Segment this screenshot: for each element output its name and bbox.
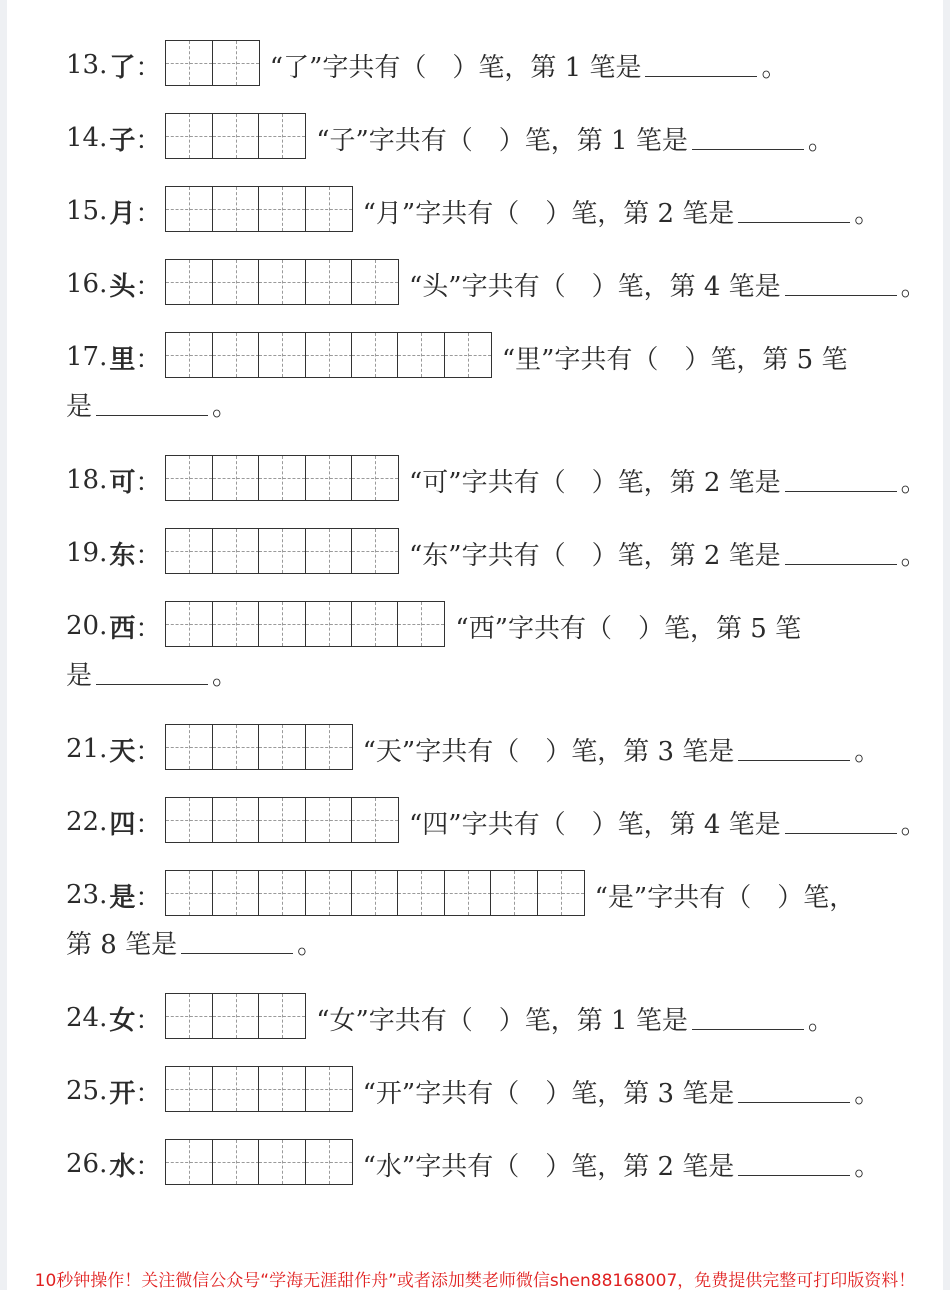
tian-grid-cell[interactable] <box>305 1066 353 1112</box>
end-mark: 。 <box>854 736 881 767</box>
question-prompt: “水”字共有（ ）笔，第 2 笔是 <box>362 1151 735 1182</box>
question-character: 了 <box>109 52 136 83</box>
question-line <box>66 186 880 236</box>
tian-grid-cell[interactable] <box>165 601 213 647</box>
tian-grid-cell[interactable] <box>305 259 353 305</box>
colon-mark: ： <box>135 736 162 767</box>
stroke-order-grid <box>165 797 399 843</box>
tian-grid-cell[interactable] <box>165 797 213 843</box>
tian-grid-cell[interactable] <box>305 724 353 770</box>
answer-blank[interactable] <box>738 734 850 761</box>
tian-grid-cell[interactable] <box>212 186 260 232</box>
tian-grid-cell[interactable] <box>165 40 213 86</box>
stroke-order-grid <box>165 113 306 159</box>
answer-blank[interactable] <box>785 269 897 296</box>
question-number: 23. <box>66 880 108 910</box>
tian-grid-cell[interactable] <box>258 332 306 378</box>
promo-footer: 10秒钟操作！关注微信公众号“学海无涯甜作舟”或者添加樊老师微信shen88168007，免费提供完整可打印版资料！ <box>34 1271 916 1291</box>
answer-blank[interactable] <box>96 389 208 416</box>
tian-grid-cell[interactable] <box>212 259 260 305</box>
end-mark: 。 <box>212 660 239 691</box>
tian-grid-cell[interactable] <box>258 1139 306 1185</box>
tian-grid-cell[interactable] <box>305 528 353 574</box>
answer-blank[interactable] <box>785 807 897 834</box>
tian-grid-cell[interactable] <box>212 993 260 1039</box>
question-number: 22. <box>66 807 108 837</box>
tian-grid-cell[interactable] <box>165 259 213 305</box>
question-line <box>66 797 927 847</box>
question-prompt: “头”字共有（ ）笔，第 4 笔是 <box>409 271 781 302</box>
stroke-order-grid <box>165 1139 352 1185</box>
stroke-order-grid <box>165 870 584 916</box>
tian-grid-cell[interactable] <box>212 601 260 647</box>
question-number: 26. <box>66 1149 108 1179</box>
question-number: 18. <box>66 465 108 495</box>
question-prompt: “可”字共有（ ）笔，第 2 笔是 <box>409 467 781 498</box>
tian-grid-cell[interactable] <box>351 870 399 916</box>
tian-grid-cell[interactable] <box>212 724 260 770</box>
stroke-order-grid <box>165 455 399 501</box>
question-continuation <box>66 653 238 693</box>
question-prompt: “东”字共有（ ）笔，第 2 笔是 <box>409 540 781 571</box>
question-number: 17. <box>66 342 108 372</box>
colon-mark: ： <box>135 344 162 375</box>
question-row <box>66 797 927 847</box>
question-prompt: “开”字共有（ ）笔，第 3 笔是 <box>362 1078 735 1109</box>
question-row <box>66 601 910 691</box>
tian-grid-cell[interactable] <box>537 870 585 916</box>
question-line <box>66 113 834 163</box>
tian-grid-cell[interactable] <box>444 332 492 378</box>
colon-mark: ： <box>135 540 162 571</box>
end-mark: 。 <box>212 391 239 422</box>
end-mark: 。 <box>807 125 834 156</box>
question-number: 25. <box>66 1076 108 1106</box>
tian-grid-cell[interactable] <box>258 797 306 843</box>
question-row <box>66 332 910 422</box>
answer-blank[interactable] <box>738 1076 850 1103</box>
colon-mark: ： <box>135 1005 162 1036</box>
question-prompt: “天”字共有（ ）笔，第 3 笔是 <box>362 736 735 767</box>
tian-grid-cell[interactable] <box>165 870 213 916</box>
tian-grid-cell[interactable] <box>212 870 260 916</box>
continuation-text: 第 8 笔是 <box>66 929 178 960</box>
tian-grid-cell[interactable] <box>212 40 260 86</box>
question-character: 水 <box>109 1151 136 1182</box>
question-character: 子 <box>109 125 136 156</box>
stroke-order-grid <box>165 993 306 1039</box>
question-prompt: “了”字共有（ ）笔，第 1 笔是 <box>269 52 642 83</box>
question-character: 头 <box>109 271 136 302</box>
tian-grid-cell[interactable] <box>351 528 399 574</box>
question-line <box>66 870 855 920</box>
tian-grid-cell[interactable] <box>305 455 353 501</box>
colon-mark: ： <box>135 1151 162 1182</box>
end-mark: 。 <box>900 540 927 571</box>
question-row <box>66 1139 910 1189</box>
end-mark: 。 <box>854 1151 881 1182</box>
question-continuation <box>66 922 323 962</box>
question-prompt: “是”字共有（ ）笔， <box>594 882 856 913</box>
tian-grid-cell[interactable] <box>258 455 306 501</box>
tian-grid-cell[interactable] <box>397 332 445 378</box>
question-line <box>66 993 834 1043</box>
continuation-text: 是 <box>66 660 93 691</box>
right-page-edge <box>943 0 950 1290</box>
tian-grid-cell[interactable] <box>351 332 399 378</box>
tian-grid-cell[interactable] <box>212 528 260 574</box>
colon-mark: ： <box>135 613 162 644</box>
tian-grid-cell[interactable] <box>165 455 213 501</box>
tian-grid-cell[interactable] <box>165 993 213 1039</box>
question-character: 里 <box>109 344 136 375</box>
tian-grid-cell[interactable] <box>258 724 306 770</box>
question-character: 天 <box>109 736 136 767</box>
question-character: 西 <box>109 613 136 644</box>
stroke-order-grid <box>165 40 259 86</box>
question-number: 21. <box>66 734 108 764</box>
question-line <box>66 332 847 382</box>
tian-grid-cell[interactable] <box>212 332 260 378</box>
answer-blank[interactable] <box>692 123 804 150</box>
question-character: 四 <box>109 809 136 840</box>
question-number: 15. <box>66 196 108 226</box>
answer-blank[interactable] <box>181 927 293 954</box>
stroke-order-grid <box>165 186 352 232</box>
tian-grid-cell[interactable] <box>305 797 353 843</box>
tian-grid-cell[interactable] <box>258 993 306 1039</box>
colon-mark: ： <box>135 52 162 83</box>
tian-grid-cell[interactable] <box>305 870 353 916</box>
colon-mark: ： <box>135 882 162 913</box>
question-row <box>66 528 927 578</box>
colon-mark: ： <box>135 467 162 498</box>
tian-grid-cell[interactable] <box>165 1066 213 1112</box>
question-number: 13. <box>66 50 108 80</box>
answer-blank[interactable] <box>645 50 757 77</box>
end-mark: 。 <box>297 929 324 960</box>
answer-blank[interactable] <box>785 538 897 565</box>
stroke-order-grid <box>165 259 399 305</box>
question-number: 14. <box>66 123 108 153</box>
question-character: 女 <box>109 1005 136 1036</box>
question-row <box>66 259 927 309</box>
question-row <box>66 993 910 1043</box>
question-line <box>66 601 801 651</box>
stroke-order-grid <box>165 724 352 770</box>
question-line <box>66 1066 880 1116</box>
tian-grid-cell[interactable] <box>305 332 353 378</box>
question-row <box>66 455 927 505</box>
tian-grid-cell[interactable] <box>165 186 213 232</box>
question-prompt: “女”字共有（ ）笔，第 1 笔是 <box>316 1005 688 1036</box>
question-row <box>66 113 910 163</box>
question-character: 是 <box>109 882 136 913</box>
tian-grid-cell[interactable] <box>212 455 260 501</box>
stroke-order-grid <box>165 332 491 378</box>
tian-grid-cell[interactable] <box>212 797 260 843</box>
question-row <box>66 1066 910 1116</box>
tian-grid-cell[interactable] <box>490 870 538 916</box>
tian-grid-cell[interactable] <box>165 1139 213 1185</box>
stroke-order-grid <box>165 1066 352 1112</box>
question-character: 可 <box>109 467 136 498</box>
tian-grid-cell[interactable] <box>351 601 399 647</box>
tian-grid-cell[interactable] <box>212 113 260 159</box>
end-mark: 。 <box>761 52 788 83</box>
tian-grid-cell[interactable] <box>165 332 213 378</box>
left-page-edge <box>0 0 7 1290</box>
question-prompt: “子”字共有（ ）笔，第 1 笔是 <box>316 125 688 156</box>
continuation-text: 是 <box>66 391 93 422</box>
end-mark: 。 <box>854 1078 881 1109</box>
answer-blank[interactable] <box>738 196 850 223</box>
tian-grid-cell[interactable] <box>444 870 492 916</box>
end-mark: 。 <box>900 467 927 498</box>
question-number: 24. <box>66 1003 108 1033</box>
question-line <box>66 455 927 505</box>
tian-grid-cell[interactable] <box>258 601 306 647</box>
tian-grid-cell[interactable] <box>258 113 306 159</box>
end-mark: 。 <box>807 1005 834 1036</box>
tian-grid-cell[interactable] <box>351 797 399 843</box>
colon-mark: ： <box>135 125 162 156</box>
question-prompt: “西”字共有（ ）笔，第 5 笔 <box>455 613 802 644</box>
stroke-order-grid <box>165 601 445 647</box>
question-row <box>66 724 910 774</box>
tian-grid-cell[interactable] <box>165 724 213 770</box>
tian-grid-cell[interactable] <box>305 1139 353 1185</box>
question-character: 月 <box>109 198 136 229</box>
question-number: 20. <box>66 611 108 641</box>
tian-grid-cell[interactable] <box>258 870 306 916</box>
question-line <box>66 1139 880 1189</box>
tian-grid-cell[interactable] <box>397 870 445 916</box>
colon-mark: ： <box>135 271 162 302</box>
answer-blank[interactable] <box>692 1003 804 1030</box>
stroke-order-grid <box>165 528 399 574</box>
tian-grid-cell[interactable] <box>258 259 306 305</box>
tian-grid-cell[interactable] <box>351 455 399 501</box>
question-prompt: “月”字共有（ ）笔，第 2 笔是 <box>362 198 735 229</box>
question-number: 19. <box>66 538 108 568</box>
answer-blank[interactable] <box>785 465 897 492</box>
tian-grid-cell[interactable] <box>305 186 353 232</box>
end-mark: 。 <box>854 198 881 229</box>
tian-grid-cell[interactable] <box>212 1066 260 1112</box>
question-row <box>66 870 910 960</box>
end-mark: 。 <box>900 809 927 840</box>
end-mark: 。 <box>900 271 927 302</box>
tian-grid-cell[interactable] <box>305 601 353 647</box>
question-continuation <box>66 384 238 424</box>
answer-blank[interactable] <box>96 658 208 685</box>
tian-grid-cell[interactable] <box>165 528 213 574</box>
tian-grid-cell[interactable] <box>258 528 306 574</box>
question-line <box>66 528 927 578</box>
question-row <box>66 40 910 90</box>
colon-mark: ： <box>135 198 162 229</box>
colon-mark: ： <box>135 1078 162 1109</box>
tian-grid-cell[interactable] <box>397 601 445 647</box>
tian-grid-cell[interactable] <box>351 259 399 305</box>
tian-grid-cell[interactable] <box>165 113 213 159</box>
question-prompt: “四”字共有（ ）笔，第 4 笔是 <box>409 809 781 840</box>
question-number: 16. <box>66 269 108 299</box>
question-prompt: “里”字共有（ ）笔，第 5 笔 <box>501 344 848 375</box>
question-line <box>66 724 880 774</box>
question-row <box>66 186 910 236</box>
question-character: 东 <box>109 540 136 571</box>
answer-blank[interactable] <box>738 1149 850 1176</box>
tian-grid-cell[interactable] <box>212 1139 260 1185</box>
tian-grid-cell[interactable] <box>258 1066 306 1112</box>
question-line <box>66 40 787 90</box>
tian-grid-cell[interactable] <box>258 186 306 232</box>
question-line <box>66 259 927 309</box>
colon-mark: ： <box>135 809 162 840</box>
question-character: 开 <box>109 1078 136 1109</box>
